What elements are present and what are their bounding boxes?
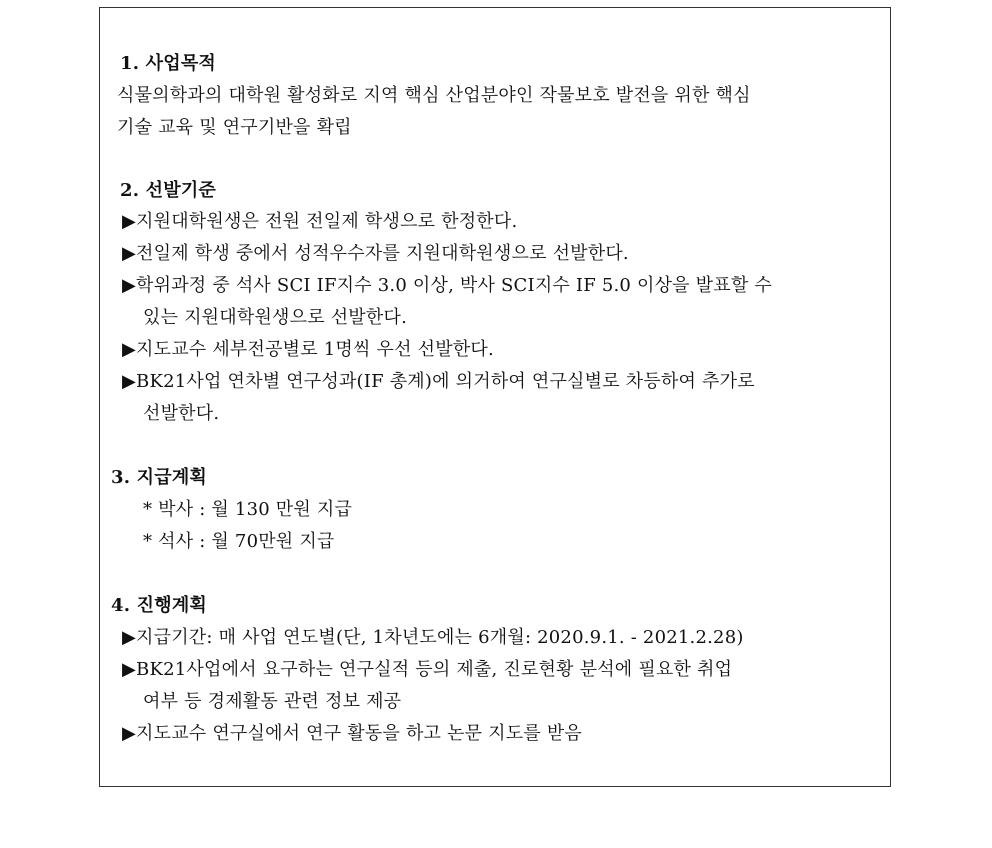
section-heading-payment: 3. 지급계획 (111, 467, 208, 488)
payment-item-masters: * 석사 : 월 70만원 지급 (143, 531, 335, 552)
payment-item-phd: * 박사 : 월 130 만원 지급 (143, 499, 353, 520)
progress-item-1: ▶지급기간: 매 사업 연도별(단, 1차년도에는 6개월: 2020.9.1. - 2021.2.28) (122, 627, 744, 648)
criteria-item-3: ▶학위과정 중 석사 SCI IF지수 3.0 이상, 박사 SCI지수 IF 5.0 이상을 발표할 수 (122, 275, 772, 296)
section-heading-criteria: 2. 선발기준 (120, 180, 217, 201)
progress-item-2-cont: 여부 등 경제활동 관련 정보 제공 (143, 691, 402, 712)
criteria-item-1: ▶지원대학원생은 전원 전일제 학생으로 한정한다. (122, 211, 518, 232)
progress-item-3: ▶지도교수 연구실에서 연구 활동을 하고 논문 지도를 받음 (122, 723, 583, 744)
criteria-item-3-cont: 있는 지원대학원생으로 선발한다. (143, 307, 407, 328)
purpose-text-line-1: 식물의학과의 대학원 활성화로 지역 핵심 산업분야인 작물보호 발전을 위한 핵심 (117, 85, 751, 106)
section-heading-progress: 4. 진행계획 (111, 595, 208, 616)
section-heading-purpose: 1. 사업목적 (120, 53, 217, 74)
progress-item-2: ▶BK21사업에서 요구하는 연구실적 등의 제출, 진로현황 분석에 필요한 취업 (122, 659, 733, 680)
criteria-item-2: ▶전일제 학생 중에서 성적우수자를 지원대학원생으로 선발한다. (122, 243, 629, 264)
purpose-text-line-2: 기술 교육 및 연구기반을 확립 (117, 117, 352, 138)
criteria-item-5-cont: 선발한다. (143, 403, 220, 424)
criteria-item-4: ▶지도교수 세부전공별로 1명씩 우선 선발한다. (122, 339, 494, 360)
criteria-item-5: ▶BK21사업 연차별 연구성과(IF 총계)에 의거하여 연구실별로 차등하여 추가로 (122, 371, 755, 392)
